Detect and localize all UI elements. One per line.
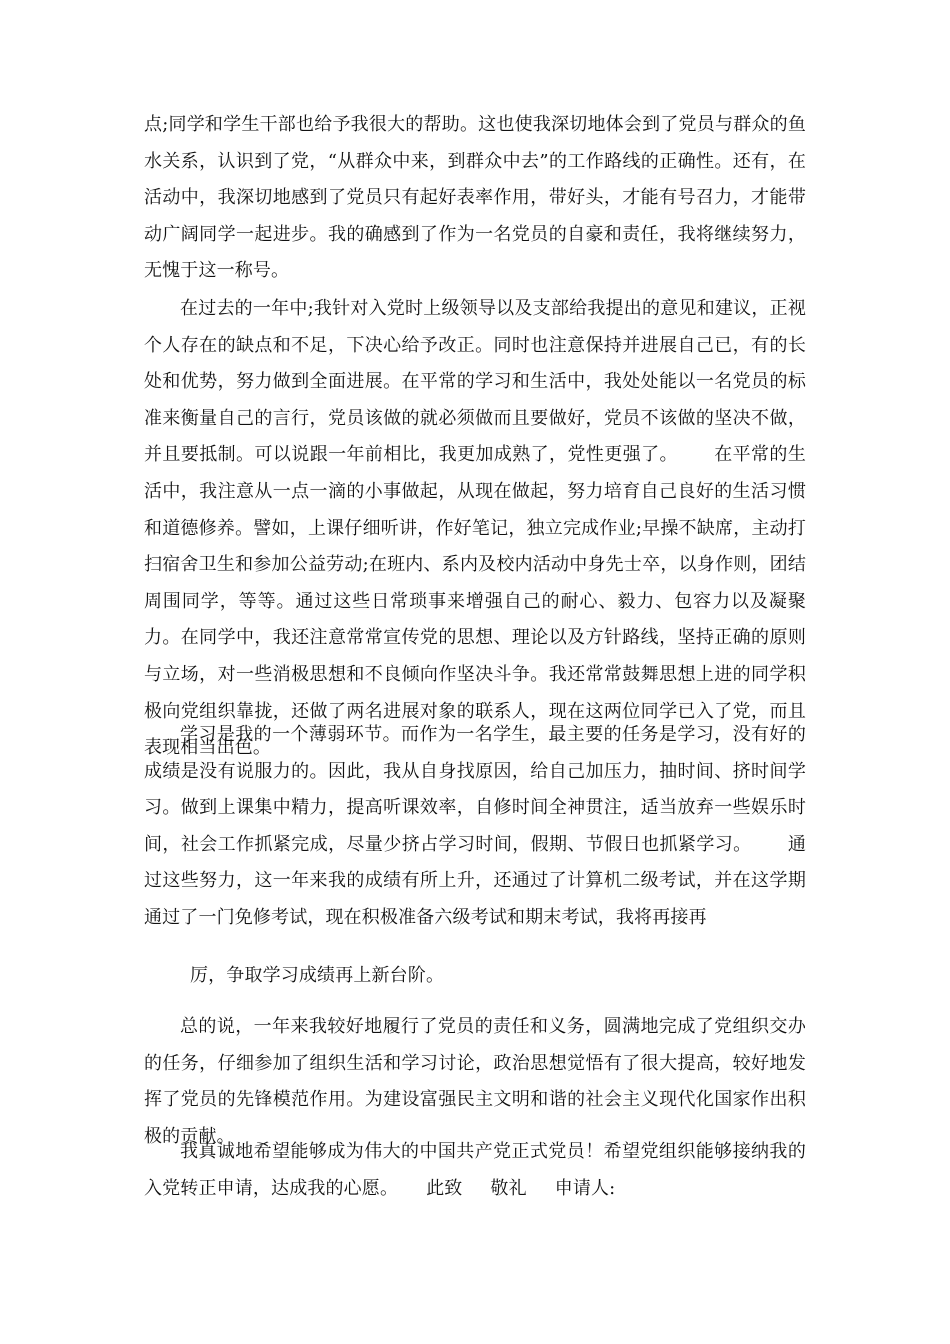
paragraph-4-text: 厉，争取学习成绩再上新台阶。 xyxy=(190,965,445,986)
paragraph-3-text-b: 通过这些努力，这一年来我的成绩有所上升，还通过了计算机二级考试，并在这学期通过了一门免修考试，现在积极准备六级考试和期末考试，我将再接再 xyxy=(144,833,806,928)
paragraph-2-text-a: 在过去的一年中;我针对入党时上级领导以及支部给我提出的意见和建议，正视个人存在的缺点和不足，下决心给予改正。同时也注意保持并进展自己已，有的长处和优势，努力做到全面进展。在平常的学习和生活中，我处处能以一名党员的标准来衡量自己的言行，党员该做的就必须做而且要做好，党员不该做的坚决不做，并且要抵制。可以说跟一年前相比，我更加成熟了，党性更强了。 xyxy=(144,298,806,466)
paragraph-1 xyxy=(144,107,806,290)
paragraph-3-text-a: 学习是我的一个薄弱环节。而作为一名学生，最主要的任务是学习，没有好的成绩是没有说服力的。因此，我从自身找原因，给自己加压力，抽时间、挤时间学习。做到上课集中精力，提高听课效率，自修时间全神贯注，适当放弃一些娱乐时间，社会工作抓紧完成，尽量少挤占学习时间，假期、节假日也抓紧学习。 xyxy=(144,724,806,855)
paragraph-2 xyxy=(144,291,806,767)
paragraph-5-text: 总的说，一年来我较好地履行了党员的责任和义务，圆满地完成了党组织交办的任务，仔细参加了组织生活和学习讨论，政治思想觉悟有了很大提高，较好地发挥了党员的先锋模范作用。为建设富强民主文明和谐的社会主义现代化国家作出积极的贡献。 xyxy=(144,1016,806,1147)
closing-jingli: 敬礼 xyxy=(490,1177,527,1199)
paragraph-2-text-b: 在平常的生活中，我注意从一点一滴的小事做起，从现在做起，努力培育自己良好的生活习惯和道德修养。譬如，上课仔细听讲，作好笔记，独立完成作业;早操不缺席，主动打扫宿舍卫生和参加公益劳动;在班内、系内及校内活动中身先士卒，以身作则，团结周围同学，等等。通过这些日常琐事来增强自己的耐心、毅力、包容力以及凝聚力。在同学中，我还注意常常宣传党的思想、理论以及方针路线，坚持正确的原则与立场，对一些消极思想和不良倾向作坚决斗争。我还常常鼓舞思想上进的同学积极向党组织靠拢，还做了两名进展对象的联系人，现在这两位同学已入了党，而且表现相当出色。 xyxy=(144,444,806,759)
closing-applicant: 申请人: xyxy=(554,1177,616,1199)
closing-cizhi: 此致 xyxy=(426,1177,463,1199)
paragraph-4 xyxy=(190,958,806,995)
paragraph-1-text: 点;同学和学生干部也给予我很大的帮助。这也使我深切地体会到了党员与群众的鱼水关系，认识到了党，“从群众中来，到群众中去”的工作路线的正确性。还有，在活动中，我深切地感到了党员只有起好表率作用，带好头，才能有号召力，才能带动广阔同学一起进步。我的确感到了作为一名党员的自豪和责任，我将继续努力，无愧于这一称号。 xyxy=(144,114,806,282)
paragraph-6 xyxy=(144,1134,806,1207)
paragraph-3 xyxy=(144,717,806,937)
paragraph-6-text: 我真诚地希望能够成为伟大的中国共产党正式党员！希望党组织能够接纳我的入党转正申请，达成我的心愿。 xyxy=(144,1141,806,1199)
